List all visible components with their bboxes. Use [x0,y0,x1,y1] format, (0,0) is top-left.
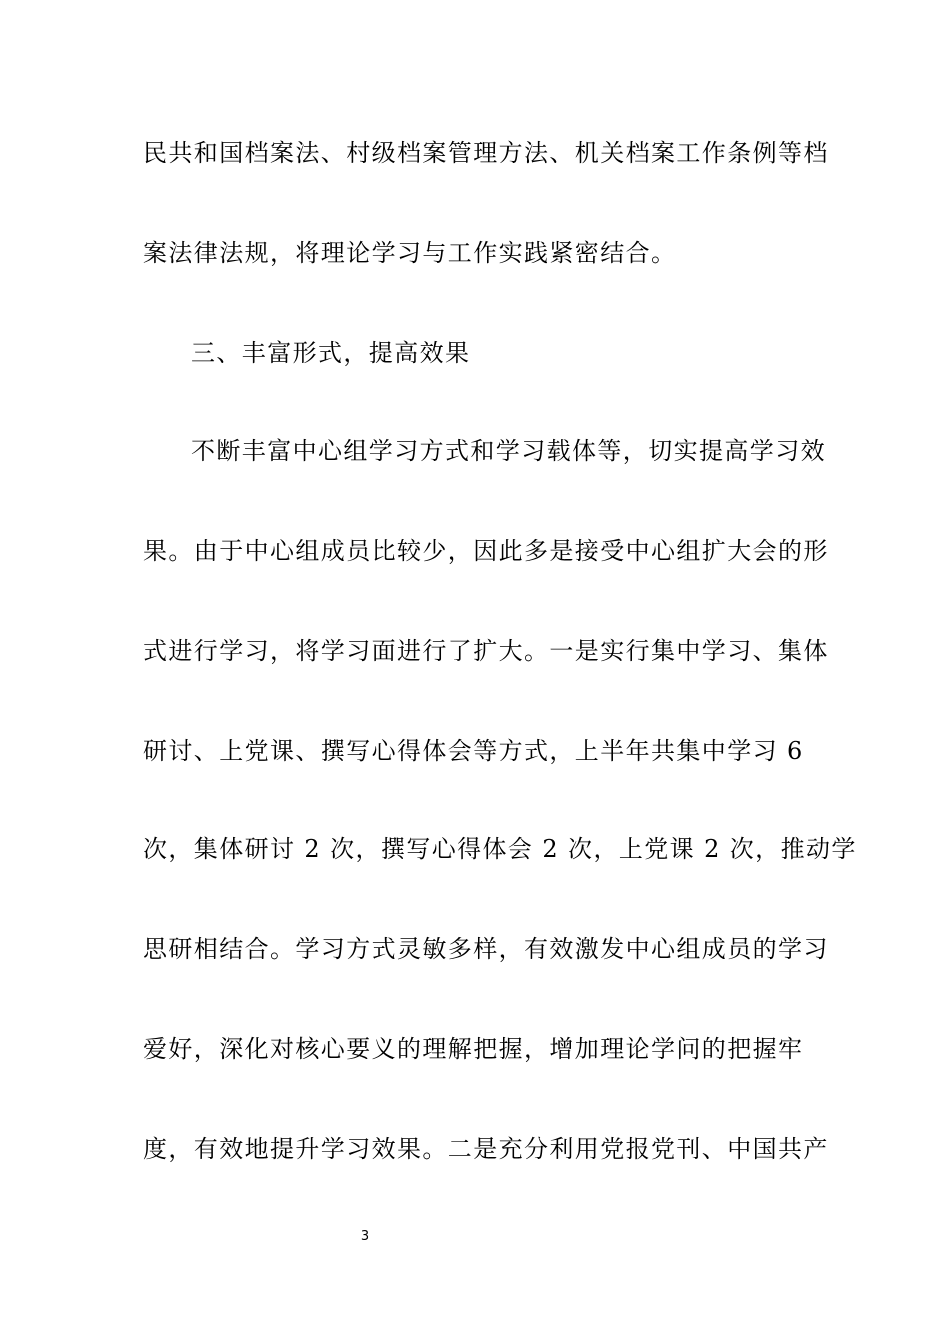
paragraph-line: 爱好，深化对核心要义的理解把握，增加理论学问的把握牢 [143,1035,804,1063]
paragraph-line: 果。由于中心组成员比较少，因此多是接受中心组扩大会的形 [143,537,829,565]
paragraph-line: 民共和国档案法、村级档案管理方法、机关档案工作条例等档 [143,139,829,167]
paragraph-line: 度，有效地提升学习效果。二是充分利用党报党刊、中国共产 [143,1135,829,1163]
page-number: 3 [360,1229,370,1244]
paragraph-line: 研讨、上党课、撰写心得体会等方式，上半年共集中学习 6 [143,737,804,765]
paragraph-line: 案法律法规，将理论学习与工作实践紧密结合。 [143,239,677,267]
paragraph-line: 次，集体研讨 2 次，撰写心得体会 2 次，上党课 2 次，推动学 [143,835,857,863]
paragraph-line: 思研相结合。学习方式灵敏多样，有效激发中心组成员的学习 [143,935,829,963]
paragraph-line: 式进行学习，将学习面进行了扩大。一是实行集中学习、集体 [143,637,829,665]
section-heading: 三、丰富形式，提高效果 [191,339,471,367]
paragraph-line: 不断丰富中心组学习方式和学习载体等，切实提高学习效 [191,437,826,465]
